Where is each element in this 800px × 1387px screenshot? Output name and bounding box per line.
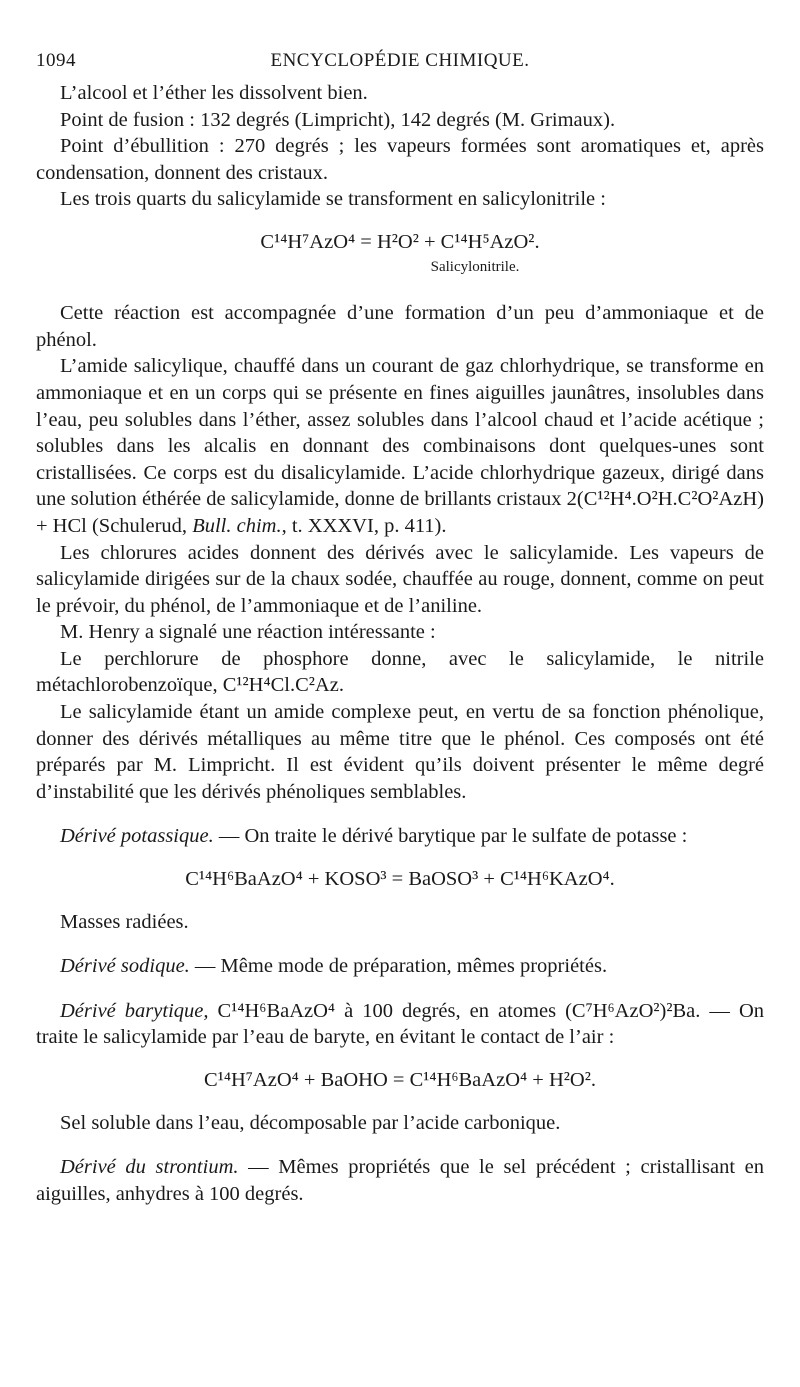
paragraph-masses: Masses radiées. <box>60 910 189 933</box>
section-barium <box>36 998 764 1051</box>
equation-salicylonitrile: C¹⁴H⁷AzO⁴ = H²O² + C¹⁴H⁵AzO². <box>260 230 540 253</box>
paragraph-melting-point: Point de fusion : 132 degrés (Limpricht), 142 degrés (M. Grimaux). <box>60 108 616 131</box>
paragraph-perchloride: Le perchlorure de phosphore donne, avec le salicylamide, le nitrile métachlorobenzoïque, C¹²H⁴Cl.C²Az. <box>36 647 764 697</box>
page-number: 1094 <box>36 50 76 71</box>
paragraph-reaction: Cette réaction est accompagnée d’une formation d’un peu d’ammoniaque et de phénol. <box>36 302 764 351</box>
equation-potassium: C¹⁴H⁶BaAzO⁴ + KOSO³ = BaOSO³ + C¹⁴H⁶KAzO⁴. <box>185 868 615 891</box>
section-text-sodium: — Même mode de préparation, mêmes propriétés. <box>189 955 608 978</box>
spacer <box>36 1136 764 1154</box>
equation-barium: C¹⁴H⁷AzO⁴ + BaOHO = C¹⁴H⁶BaAzO⁴ + H²O². <box>204 1069 596 1091</box>
section-potassium <box>36 823 764 850</box>
paragraph-soluble-salt: Sel soluble dans l’eau, décomposable par l’acide carbonique. <box>60 1111 561 1134</box>
spacer <box>36 805 764 823</box>
section-sodium <box>36 953 764 980</box>
section-strontium <box>36 1154 764 1207</box>
section-text-strontium: — Mêmes propriétés que le sel précédent ; cristallisant en aiguilles, anhydres à 100 degrés. <box>36 1156 764 1205</box>
page-body <box>36 80 764 1207</box>
spacer <box>36 980 764 998</box>
paragraph-solubility: L’alcool et l’éther les dissolvent bien. <box>60 82 368 104</box>
spacer <box>36 935 764 953</box>
paragraph-henry: M. Henry a signalé une réaction intéressante : <box>60 621 436 644</box>
section-title-strontium: Dérivé du strontium. <box>60 1156 239 1179</box>
paragraph-transformation: Les trois quarts du salicylamide se transforment en salicylonitrile : <box>60 188 606 211</box>
running-title: ENCYCLOPÉDIE CHIMIQUE. <box>270 50 530 71</box>
paragraph-amide <box>36 353 764 539</box>
paragraph-boiling-point: Point d’ébullition : 270 degrés ; les vapeurs formées sont aromatiques et, après condensation, donnent des cristaux. <box>36 135 764 184</box>
reference-volume: , t. XXXVI, p. 411). <box>281 514 447 537</box>
section-title-potassium: Dérivé potassique. <box>60 825 214 848</box>
equation-label: Salicylonitrile. <box>430 258 520 275</box>
amide-text: L’amide salicylique, chauffé dans un courant de gaz chlorhydrique, se transforme en ammoniaque et en un corps qui se présente en fines aiguilles jaunâtres, insolubles dans l’eau, peu solubles dans l’éther, assez solubles dans l’alcool chaud et l’acide acétique ; solubles dans les alcalis en donnant des combinaisons dont quelques-unes sont cristallisées. Ce corps est du disalicylamide. L’acide chlorhydrique gazeux, dirigé dans une solution éthérée de salicylamide, donne de brillants cristaux 2(C¹²H⁴.O²H.C²O²AzH) + HCl (Schulerud, <box>36 355 764 537</box>
journal-reference: Bull. chim. <box>192 514 282 537</box>
section-title-sodium: Dérivé sodique. <box>60 955 190 978</box>
paragraph-metallic-derivatives: Le salicylamide étant un amide complexe peut, en vertu de sa fonction phénolique, donner des dérivés métalliques au même titre que le phénol. Ces composés ont été préparés par M. Limpricht. Il est évident qu’ils doivent présenter le même degré d’instabilité que les dérivés phénoliques semblables. <box>36 701 764 803</box>
section-title-barium: Dérivé barytique, <box>60 999 209 1022</box>
paragraph-chlorides: Les chlorures acides donnent des dérivés avec le salicylamide. Les vapeurs de salicylamide dirigées sur de la chaux sodée, chauffée au rouge, donnent, comme on peut le prévoir, du phénol, de l’ammoniaque et de l’aniline. <box>36 541 764 617</box>
section-text-potassium: — On traite le dérivé barytique par le sulfate de potasse : <box>213 825 688 848</box>
section-text-barium: C¹⁴H⁶BaAzO⁴ à 100 degrés, en atomes (C⁷H⁶AzO²)²Ba. — On traite le salicylamide par l’eau de baryte, en évitant le contact de l’air : <box>36 999 764 1049</box>
page-header <box>36 50 764 76</box>
